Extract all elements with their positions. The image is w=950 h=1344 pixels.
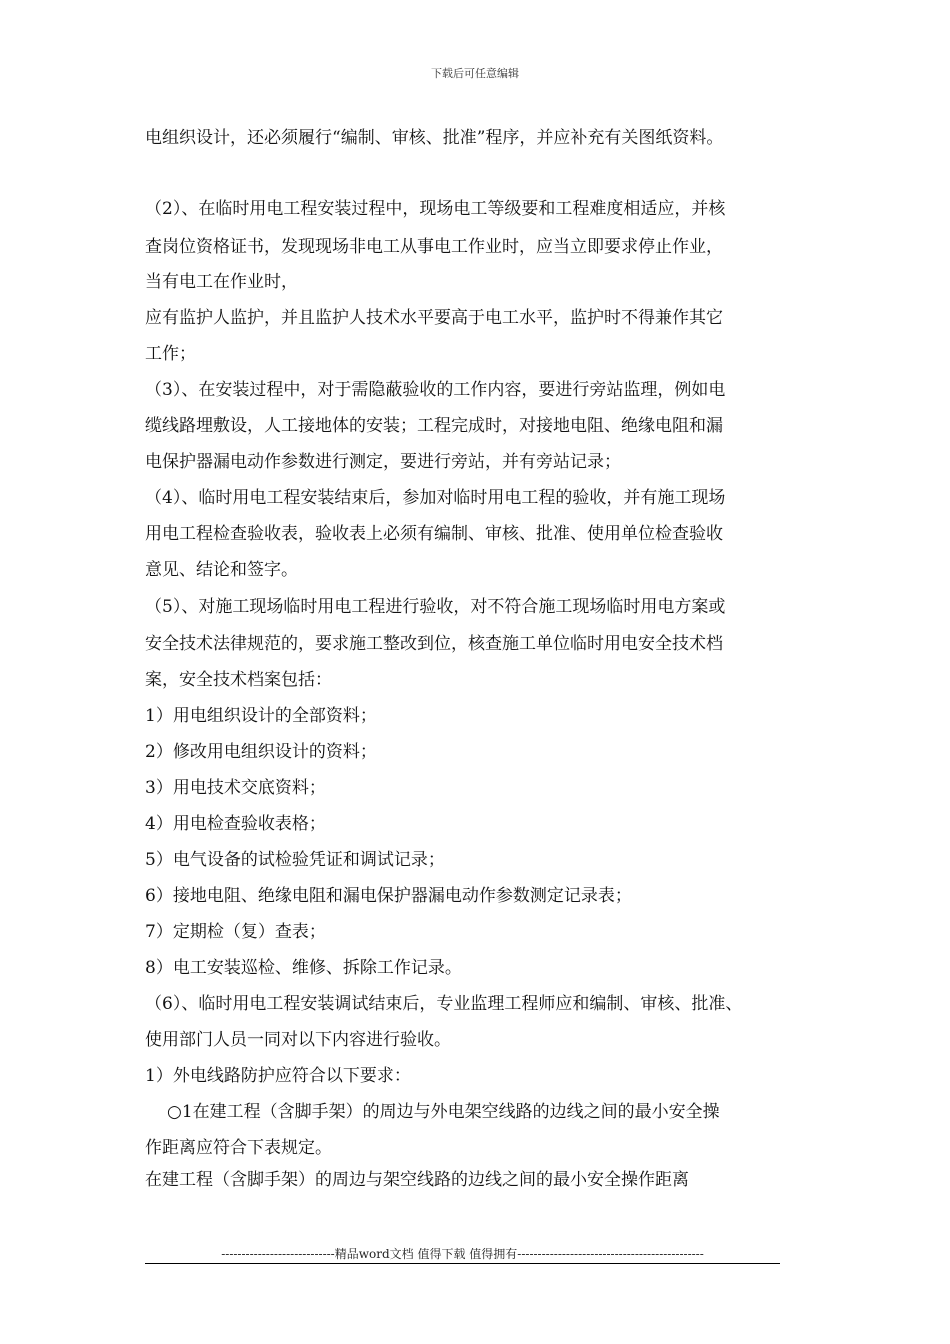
list-item: 7）定期检（复）查表； bbox=[145, 922, 326, 942]
list-item: 5）电气设备的试检验凭证和调试记录； bbox=[145, 850, 445, 870]
paragraph-line: 缆线路埋敷设，人工接地体的安装；工程完成时，对接地电阻、绝缘电阻和漏 bbox=[145, 416, 723, 436]
paragraph-line: 查岗位资格证书，发现现场非电工从事电工作业时，应当立即要求停止作业， bbox=[145, 237, 723, 257]
list-item: 1）外电线路防护应符合以下要求： bbox=[145, 1066, 411, 1086]
paragraph-line: 电组织设计，还必须履行“编制、审核、批准”程序，并应补充有关图纸资料。 bbox=[145, 128, 724, 148]
page-header: 下载后可任意编辑 bbox=[431, 67, 519, 80]
footer-divider bbox=[145, 1263, 780, 1264]
paragraph-line: 应有监护人监护，并且监护人技术水平要高于电工水平，监护时不得兼作其它 bbox=[145, 308, 723, 328]
paragraph-line: 案，安全技术档案包括： bbox=[145, 670, 332, 690]
list-item: 6）接地电阻、绝缘电阻和漏电保护器漏电动作参数测定记录表； bbox=[145, 886, 632, 906]
paragraph-line: 电保护器漏电动作参数进行测定，要进行旁站，并有旁站记录； bbox=[145, 452, 621, 472]
paragraph-line: 意见、结论和签字。 bbox=[145, 560, 298, 580]
paragraph-line: （3）、在安装过程中，对于需隐蔽验收的工作内容，要进行旁站监理，例如电 bbox=[145, 380, 726, 400]
paragraph-line: 安全技术法律规范的，要求施工整改到位，核查施工单位临时用电安全技术档 bbox=[145, 634, 723, 654]
list-item: 3）用电技术交底资料； bbox=[145, 778, 326, 798]
paragraph-line: 作距离应符合下表规定。 bbox=[145, 1138, 332, 1158]
paragraph-line: 当有电工在作业时， bbox=[145, 272, 298, 292]
paragraph-line: 工作； bbox=[145, 344, 196, 364]
paragraph-line: （5）、对施工现场临时用电工程进行验收，对不符合施工现场临时用电方案或 bbox=[145, 597, 726, 617]
page-footer: ----------------------------精品word文档 值得下载 值得拥有---------------------------------------------- bbox=[221, 1247, 704, 1261]
paragraph-line: （2）、在临时用电工程安装过程中，现场电工等级要和工程难度相适应，并核 bbox=[145, 199, 726, 219]
list-item: 1）用电组织设计的全部资料； bbox=[145, 706, 377, 726]
paragraph-line: ○1在建工程（含脚手架）的周边与外电架空线路的边线之间的最小安全操 bbox=[167, 1102, 720, 1122]
paragraph-line: 使用部门人员一同对以下内容进行验收。 bbox=[145, 1030, 451, 1050]
paragraph-line: （4）、临时用电工程安装结束后，参加对临时用电工程的验收，并有施工现场 bbox=[145, 488, 726, 508]
list-item: 8）电工安装巡检、维修、拆除工作记录。 bbox=[145, 958, 462, 978]
list-item: 4）用电检查验收表格； bbox=[145, 814, 326, 834]
table-caption: 在建工程（含脚手架）的周边与架空线路的边线之间的最小安全操作距离 bbox=[145, 1170, 689, 1190]
paragraph-line: 用电工程检查验收表，验收表上必须有编制、审核、批准、使用单位检查验收 bbox=[145, 524, 723, 544]
list-item: 2）修改用电组织设计的资料； bbox=[145, 742, 377, 762]
paragraph-line: （6）、临时用电工程安装调试结束后，专业监理工程师应和编制、审核、批准、 bbox=[145, 994, 743, 1014]
